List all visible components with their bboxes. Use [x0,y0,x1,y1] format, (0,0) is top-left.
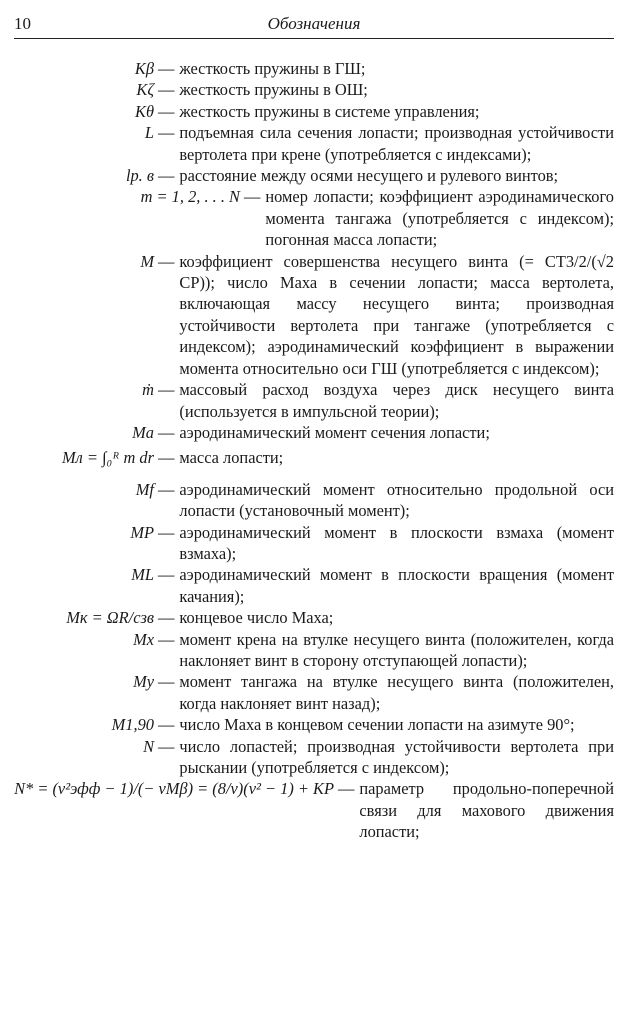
glossary-entry [14,479,614,522]
glossary-entry [14,522,614,565]
entry-symbol: Kθ [135,101,154,121]
entry-symbol: lр. в [125,166,154,186]
glossary-entry [14,447,614,468]
entry-definition: жесткость пружины в ГШ; [179,59,366,78]
glossary-entry [14,165,614,186]
entry-symbol: Mf [135,479,154,499]
em-dash: — [158,166,175,186]
entry-definition: число лопастей; производная устойчивости вертолета при рыскании (употребляется с индексом); [179,736,614,777]
glossary-entry [14,736,614,779]
entry-symbol: Ma [132,422,154,442]
entry-symbol: N [143,736,154,756]
glossary-entry [14,607,614,628]
entry-definition: расстояние между осями несущего и рулевого винтов; [179,166,559,186]
glossary-entry [14,58,614,79]
entry-symbol: Kβ [134,59,154,78]
page-number: 10 [14,14,31,33]
entry-symbol: N* = (ν²эфф − 1)/(− νMβ) = (8/ν)(ν² − 1) + KP [14,779,334,799]
entry-definition: аэродинамический момент сечения лопасти; [179,422,490,442]
entry-definition: аэродинамический момент в плоскости вращения (момент качания); [179,565,614,606]
glossary-entry [14,564,614,607]
glossary-entry [14,101,614,122]
entry-definition: массовый расход воздуха через диск несущего винта (используется в импульсной теории); [179,380,614,421]
glossary-entry [14,186,614,250]
entry-definition: аэродинамический момент относительно продольной оси лопасти (установочный момент); [179,479,614,521]
glossary-entry [14,251,614,379]
entry-definition: концевое число Маха; [179,608,334,628]
entry-symbol: ṁ [142,380,154,400]
em-dash: — [158,629,175,649]
em-dash: — [158,448,175,468]
entry-symbol: ML [131,565,154,585]
glossary-entry [14,671,614,714]
entry-definition: коэффициент совершенства несущего винта (= CT3/2/(√2 CP)); число Маха в сечении лопасти; масса вертолета, включающая массу несущего винта; производная устойчивости вертолета при тангаже (употребляется с индексом); аэродинамический коэффициент в выражении момента относительно оси ГШ (употребляется с индексом); [179,251,614,378]
em-dash: — [158,565,175,585]
page-header [14,8,614,39]
entry-symbol: M1,90 [111,715,154,735]
em-dash: — [158,479,175,499]
entry-definition: параметр продольно-поперечной связи для махового движения лопасти; [359,779,614,842]
em-dash: — [158,672,175,692]
em-dash: — [158,608,175,628]
em-dash: — [158,123,175,143]
glossary-list [14,58,614,843]
glossary-entry [14,79,614,100]
entry-definition: жесткость пружины в системе управления; [179,101,480,121]
em-dash: — [158,522,175,542]
entry-definition: масса лопасти; [179,448,284,468]
em-dash: — [158,736,175,756]
glossary-entry [14,629,614,672]
em-dash: — [158,101,175,121]
em-dash: — [158,422,175,442]
em-dash: — [158,59,175,78]
em-dash: — [244,187,261,207]
entry-symbol: Kζ [136,80,154,100]
entry-definition: подъемная сила сечения лопасти; производная устойчивости вертолета при крене (употребляется с индексами); [179,123,614,164]
running-title: Обозначения [267,14,361,33]
entry-definition: аэродинамический момент в плоскости взмаха (момент взмаха); [179,522,614,563]
entry-symbol: Mк = ΩR/cзв [66,608,154,628]
glossary-entry [14,714,614,735]
entry-definition: момент крена на втулке несущего винта (положителен, когда наклоняет винт в сторону отступающей лопасти); [179,629,614,670]
glossary-entry [14,422,614,443]
entry-symbol: MP [130,522,154,542]
entry-symbol: Mл = ∫₀ᴿ m dr [62,448,154,468]
glossary-entry [14,778,614,842]
entry-definition: номер лопасти; коэффициент аэродинамического момента тангажа (употребляется с индексом); погонная масса лопасти; [265,187,614,250]
entry-symbol: L [144,123,154,143]
entry-symbol: Mx [133,629,154,649]
em-dash: — [158,80,175,100]
entry-symbol: m = 1, 2, . . . N [140,187,240,207]
entry-definition: число Маха в концевом сечении лопасти на азимуте 90°; [179,715,575,735]
em-dash: — [158,380,175,400]
glossary-entry [14,379,614,422]
em-dash: — [338,779,355,799]
entry-symbol: My [133,672,154,692]
em-dash: — [158,715,175,735]
entry-symbol: M [140,251,154,271]
glossary-entry [14,122,614,165]
entry-definition: момент тангажа на втулке несущего винта (положителен, когда наклоняет винт назад); [179,672,614,713]
entry-definition: жесткость пружины в ОШ; [179,80,368,100]
em-dash: — [158,251,175,271]
